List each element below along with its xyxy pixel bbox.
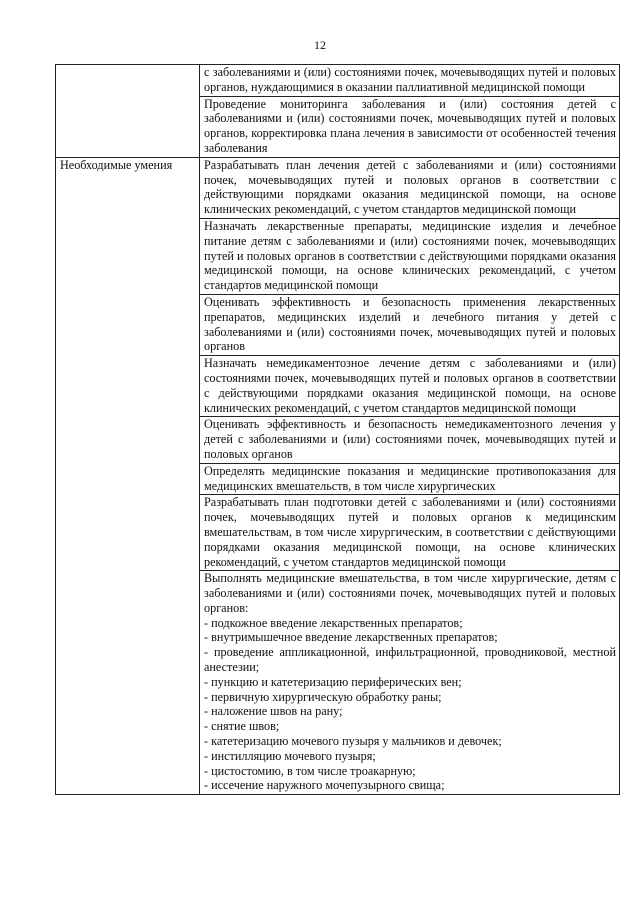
table-cell bbox=[200, 96, 620, 157]
empty-label-cell bbox=[56, 65, 200, 158]
cell-text: Проведение мониторинга заболевания и (или) состояния детей с заболеваниями и (или) состояниями почек, мочевыводящих путей и половых органов, корректировка плана лечения в зависимости от особенностей течения заболевания bbox=[204, 96, 616, 155]
procedure-item: - наложение швов на рану; bbox=[204, 704, 343, 719]
section-label-cell bbox=[56, 157, 200, 794]
procedure-item: - снятие швов; bbox=[204, 719, 280, 734]
table-cell bbox=[200, 463, 620, 495]
table-row bbox=[56, 65, 620, 97]
table-cell bbox=[200, 157, 620, 218]
procedure-item: - внутримышечное введение лекарственных препаратов; bbox=[204, 630, 498, 645]
table-cell bbox=[200, 65, 620, 97]
cell-text: Оценивать эффективность и безопасность применения лекарственных препаратов, медицинских изделий и лечебного питания у детей с заболеваниями и (или) состояниями почек, мочевыводящих путей и половых органов bbox=[204, 294, 616, 354]
competency-table bbox=[55, 64, 620, 795]
procedure-item: - подкожное введение лекарственных препаратов; bbox=[204, 615, 463, 630]
procedure-item: - инстилляцию мочевого пузыря; bbox=[204, 748, 376, 763]
procedure-item: - катетеризацию мочевого пузыря у мальчиков и девочек; bbox=[204, 734, 502, 749]
table-cell bbox=[200, 294, 620, 355]
section-label: Необходимые умения bbox=[60, 157, 173, 172]
cell-text: Разрабатывать план подготовки детей с заболеваниями и (или) состояниями почек, мочевыводящих путей и половых органов к медицинским вмешательствам, в том числе хирургическим, в соответствии с действующими порядками оказания медицинской помощи, на основе клинических рекомендаций, с учетом стандартов медицинской помощи bbox=[204, 495, 616, 569]
page-number: 12 bbox=[314, 38, 326, 52]
cell-text: Назначать лекарственные препараты, медицинские изделия и лечебное питание детям с заболеваниями и (или) состояниями почек, мочевыводящих путей и половых органов в соответствии с действующими порядками оказания медицинской помощи, на основе клинических рекомендаций, с учетом стандартов медицинской помощи bbox=[204, 218, 616, 293]
cell-text: Определять медицинские показания и медицинские противопоказания для медицинских вмешательств, в том числе хирургических bbox=[204, 463, 616, 493]
procedures-intro: Выполнять медицинские вмешательства, в том числе хирургические, детям с заболеваниями и (или) состояниями почек, мочевыводящих путей и половых органов: bbox=[204, 571, 616, 615]
cell-text: Назначать немедикаментозное лечение детям с заболеваниями и (или) состояниями почек, мочевыводящих путей и половых органов в соответствии с действующими порядками оказания медицинской помощи, на основе клинических рекомендаций, с учетом стандартов медицинской помощи bbox=[204, 356, 616, 415]
table-cell bbox=[200, 495, 620, 571]
table-cell bbox=[200, 571, 620, 795]
procedure-item: - пункцию и катетеризацию периферических вен; bbox=[204, 674, 462, 689]
cell-text: с заболеваниями и (или) состояниями почек, мочевыводящих путей и половых органов, нуждающимися в оказании паллиативной медицинской помощи bbox=[204, 65, 616, 94]
procedure-item: - иссечение наружного мочепузырного свища; bbox=[204, 778, 445, 793]
procedure-item: - проведение аппликационной, инфильтрационной, проводниковой, местной анестезии; bbox=[204, 645, 616, 675]
cell-text: Оценивать эффективность и безопасность немедикаментозного лечения у детей с заболеваниями и (или) состояниями почек, мочевыводящих путей и половых органов bbox=[204, 417, 616, 461]
procedure-item: - цистостомию, в том числе троакарную; bbox=[204, 763, 416, 778]
table-cell bbox=[200, 417, 620, 463]
table-cell bbox=[200, 218, 620, 294]
procedure-item: - первичную хирургическую обработку раны; bbox=[204, 689, 442, 704]
table-cell bbox=[200, 356, 620, 417]
cell-text: Разрабатывать план лечения детей с заболеваниями и (или) состояниями почек, мочевыводящих путей и половых органов в соответствии с действующими порядками оказания медицинской помощи, на основе клинических рекомендаций, с учетом стандартов медицинской помощи bbox=[204, 157, 616, 217]
table-row bbox=[56, 157, 620, 218]
